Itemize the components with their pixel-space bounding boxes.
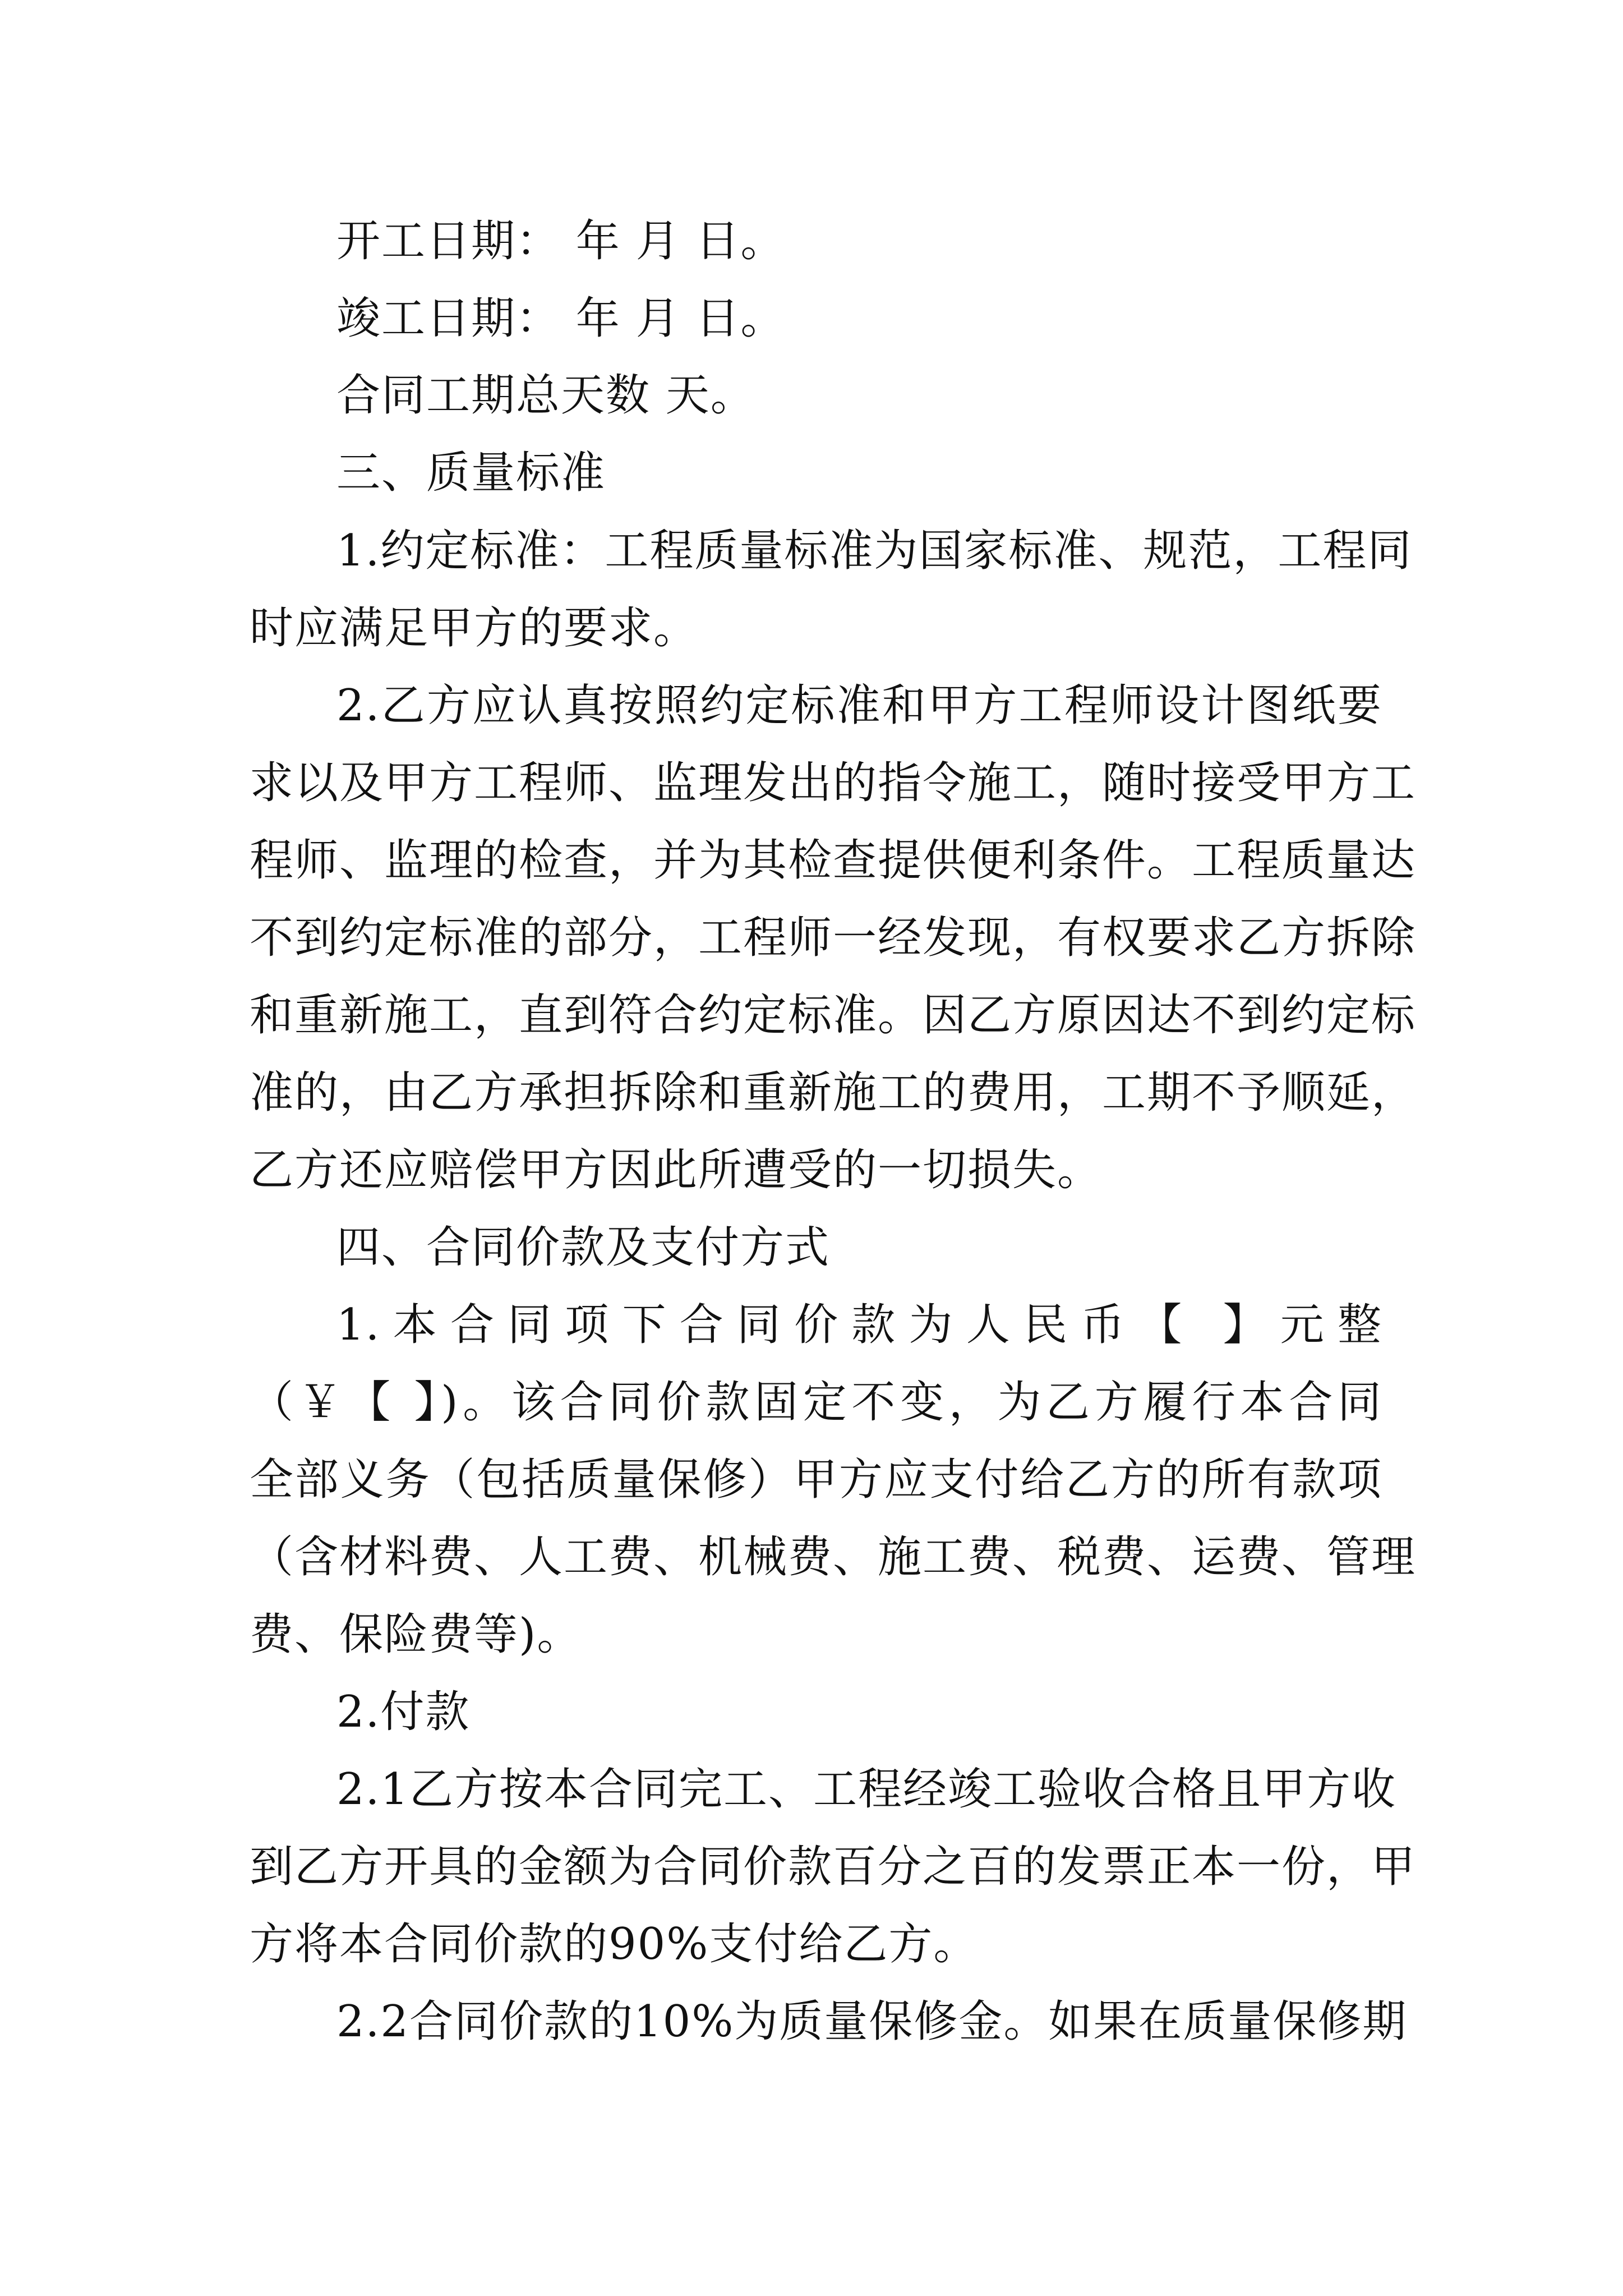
paragraph-line: 1.约定标准：工程质量标准为国家标准、规范，工程同 [336,526,1413,576]
paragraph-line: 2.乙方应认真按照约定标准和甲方工程师设计图纸要 [336,680,1382,731]
paragraph-line: 不到约定标准的部分，工程师一经发现，有权要求乙方拆除 [250,913,1417,963]
paragraph-line: 2.1乙方按本合同完工、工程经竣工验收合格且甲方收 [336,1764,1397,1815]
section-heading-quality: 三、质量标准 [336,448,606,498]
paragraph-line: （含材料费、人工费、机械费、施工费、税费、运费、管理 [250,1532,1417,1582]
completion-date-line: 竣工日期： 年 月 日。 [336,293,786,344]
paragraph-line: 到乙方开具的金额为合同价款百分之百的发票正本一份，甲 [250,1842,1417,1892]
start-date-line: 开工日期： 年 月 日。 [336,216,786,266]
paragraph-line: 费、保险费等)。 [250,1609,582,1660]
paragraph-line: 程师、监理的检查，并为其检查提供便利条件。工程质量达 [250,835,1417,886]
paragraph-line: 全部义务（包括质量保修）甲方应支付给乙方的所有款项 [250,1455,1382,1505]
paragraph-line: 准的，由乙方承担拆除和重新施工的费用，工期不予顺延， [250,1068,1417,1118]
total-days-line: 合同工期总天数 天。 [336,370,755,421]
subsection-heading-payment: 2.付款 [336,1687,471,1737]
paragraph-line: 求以及甲方工程师、监理发出的指令施工，随时接受甲方工 [250,758,1417,808]
paragraph-line: 1.本合同项下合同价款为人民币【 】元整 [336,1300,1382,1350]
paragraph-line: 和重新施工，直到符合约定标准。因乙方原因达不到约定标 [250,990,1417,1041]
paragraph-line: 2.2合同价款的10%为质量保修金。如果在质量保修期 [336,1996,1408,2047]
paragraph-line: 乙方还应赔偿甲方因此所遭受的一切损失。 [250,1145,1103,1195]
paragraph-line: 时应满足甲方的要求。 [250,603,699,654]
paragraph-line: （￥【 】)。该合同价款固定不变，为乙方履行本合同 [250,1377,1382,1428]
section-heading-price-payment: 四、合同价款及支付方式 [336,1222,831,1273]
paragraph-line: 方将本合同价款的90%支付给乙方。 [250,1919,979,1970]
